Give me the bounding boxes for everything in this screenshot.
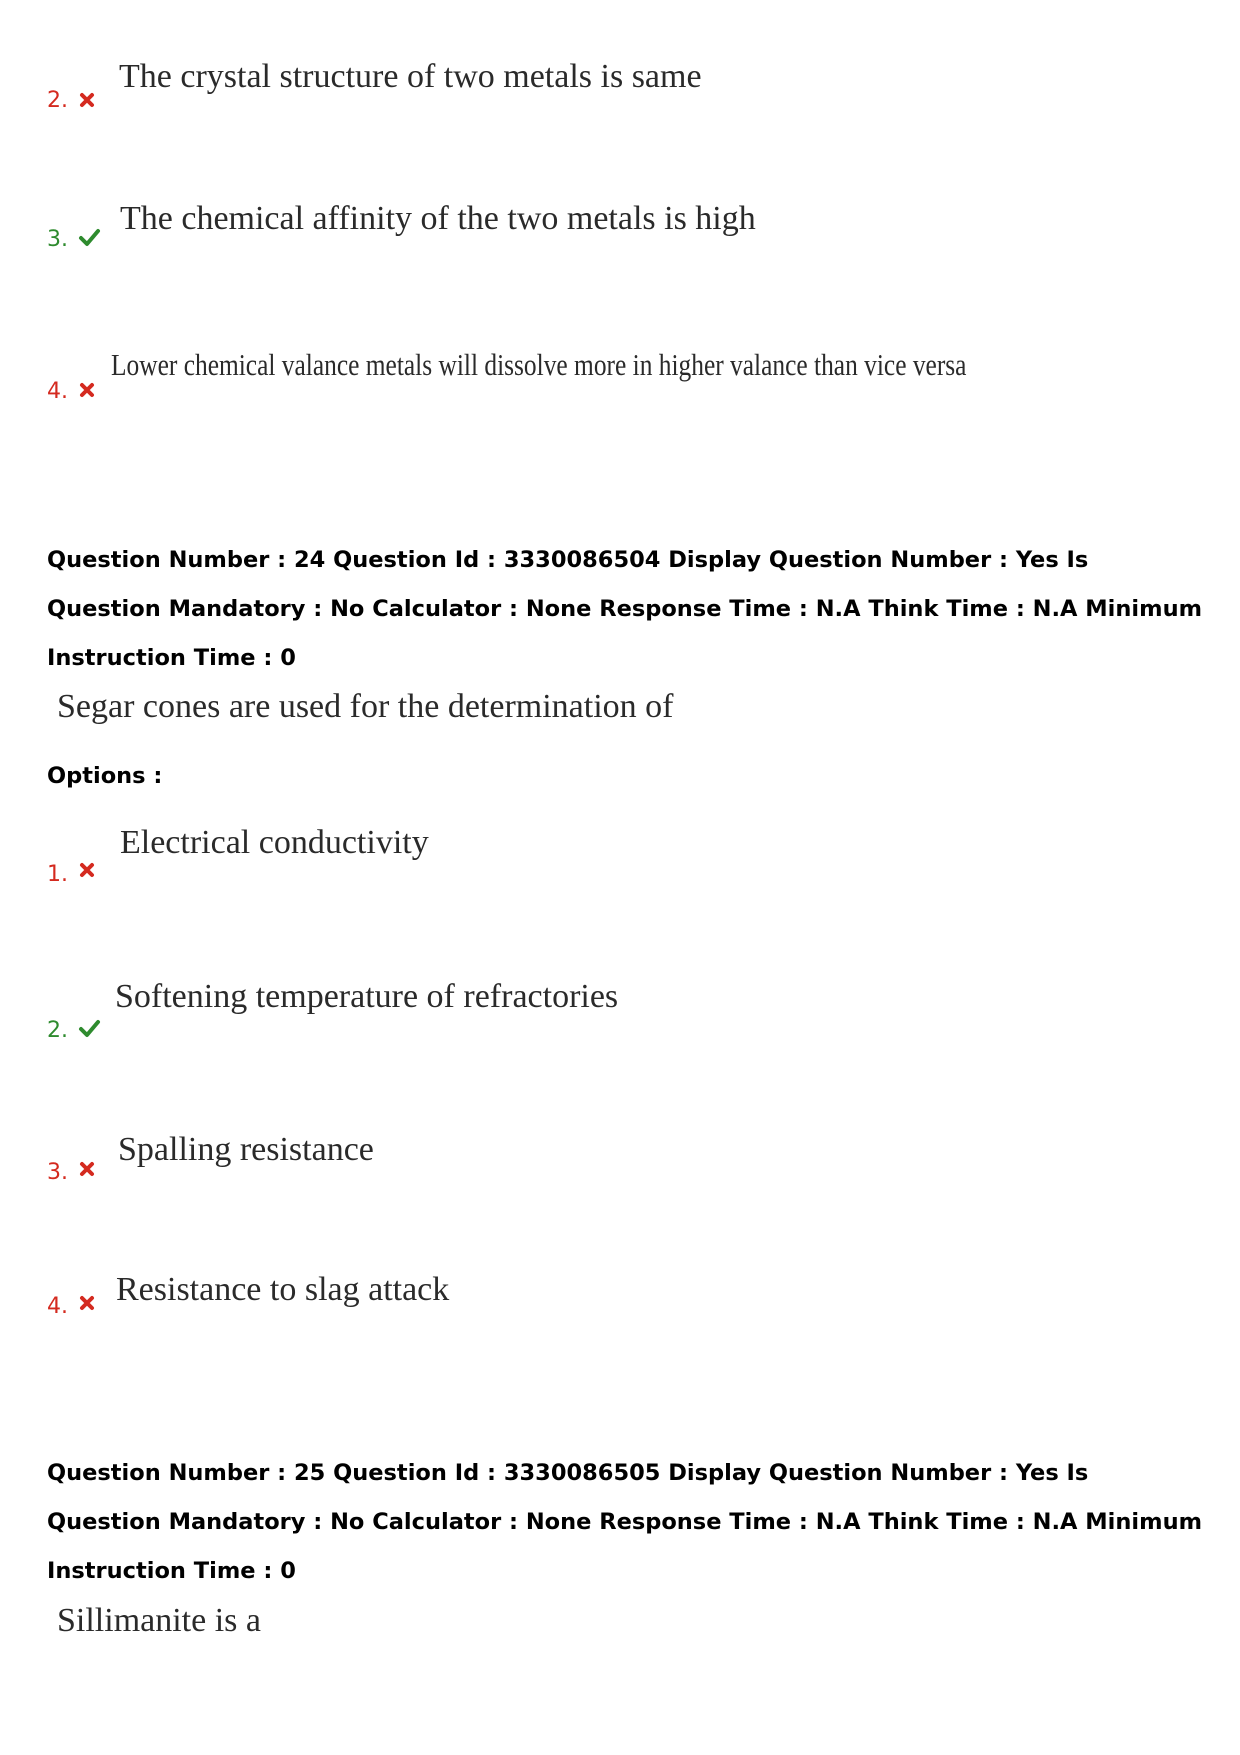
question-text: Sillimanite is a: [57, 1602, 261, 1639]
cross-icon: [77, 1159, 97, 1179]
option-number: 2.: [47, 1018, 68, 1043]
option-item: [47, 347, 1147, 407]
question-header: Question Number : 25 Question Id : 3330086505 Display Question Number : Yes Is Question Mandatory : No Calculator : None Response Time : N.A Think Time : N.A Minimum Instruction Time : 0: [47, 1460, 1203, 1584]
option-text: Resistance to slag attack: [116, 1271, 450, 1308]
check-icon: [77, 227, 101, 247]
option-item: [47, 58, 1147, 118]
option-text: The crystal structure of two metals is same: [119, 58, 702, 95]
question-header: Question Number : 24 Question Id : 3330086504 Display Question Number : Yes Is Question Mandatory : No Calculator : None Response Time : N.A Think Time : N.A Minimum Instruction Time : 0: [47, 547, 1203, 671]
option-text: The chemical affinity of the two metals is high: [120, 200, 756, 237]
option-number: 2.: [47, 88, 68, 113]
option-item: [47, 200, 1147, 260]
option-number: 3.: [47, 227, 68, 252]
option-text: Softening temperature of refractories: [115, 978, 619, 1015]
option-item: [47, 824, 1147, 887]
option-item: [47, 1131, 1147, 1191]
option-text: Lower chemical valance metals will dissolve more in higher valance than vice versa: [111, 347, 967, 382]
option-number: 3.: [47, 1160, 68, 1185]
options-label: Options :: [47, 763, 163, 789]
cross-icon: [77, 860, 97, 880]
option-number: 4.: [47, 1294, 68, 1319]
option-text: Electrical conductivity: [120, 824, 429, 861]
cross-icon: [77, 1293, 97, 1313]
cross-icon: [77, 90, 97, 110]
option-number: 1.: [47, 862, 68, 887]
question-text: Segar cones are used for the determination of: [57, 688, 674, 725]
cross-icon: [77, 380, 97, 400]
option-text: Spalling resistance: [118, 1131, 374, 1168]
option-item: [47, 1271, 1147, 1331]
option-item: [47, 978, 1147, 1043]
option-number: 4.: [47, 379, 68, 404]
check-icon: [77, 1018, 101, 1038]
